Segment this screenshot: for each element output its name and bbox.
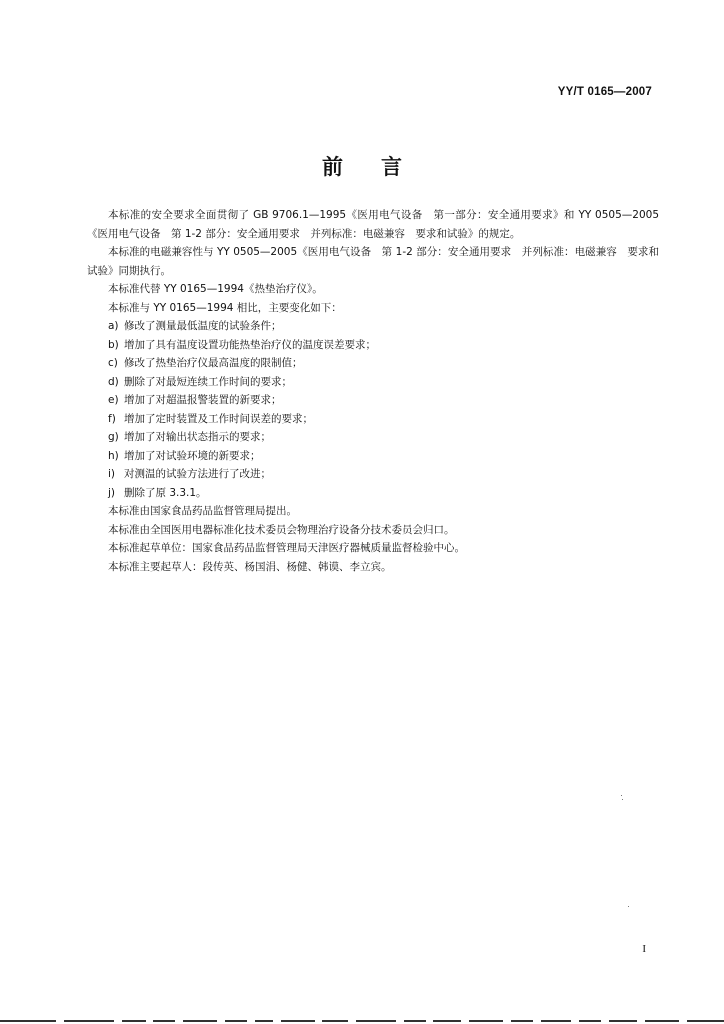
list-item — [87, 447, 659, 466]
rule-dash — [64, 1020, 114, 1022]
document-code: YY/T 0165—2007 — [557, 86, 652, 98]
rule-dash — [0, 1020, 56, 1022]
rule-dash — [404, 1020, 426, 1022]
list-item-text: 删除了原 3.3.1。 — [124, 486, 207, 499]
page-number: I — [642, 943, 646, 955]
rule-dash — [511, 1020, 533, 1022]
list-marker: a) — [108, 320, 119, 332]
paragraph: 本标准由全国医用电器标准化技术委员会物理治疗设备分技术委员会归口。 — [108, 523, 455, 536]
bottom-rule — [0, 1020, 724, 1022]
rule-dash — [225, 1020, 247, 1022]
paragraph: 本标准主要起草人：段传英、杨国涓、杨健、韩谟、李立宾。 — [108, 560, 392, 573]
foreword-body — [87, 206, 659, 576]
list-marker: j) — [108, 486, 116, 499]
paragraph: 本标准的电磁兼容性与 YY 0505—2005《医用电气设备 第 1-2 部分：安全通用要求 并列标准：电磁兼容 要求和试验》同期执行。 — [87, 246, 659, 277]
paragraph: 本标准与 YY 0165—1994 相比，主要变化如下： — [108, 301, 342, 314]
list-item-text: 删除了对最短连续工作时间的要求； — [124, 375, 292, 388]
list-item-text: 修改了热垫治疗仪最高温度的限制值； — [124, 357, 303, 369]
paragraph: 本标准代替 YY 0165—1994《热垫治疗仪》。 — [108, 283, 323, 295]
paragraph: 本标准由国家食品药品监督管理局提出。 — [108, 505, 297, 517]
rule-dash — [687, 1020, 724, 1022]
list-item — [87, 373, 659, 392]
list-marker: b) — [108, 338, 119, 351]
list-marker: e) — [108, 394, 119, 406]
list-item-text: 增加了定时装置及工作时间误差的要求； — [124, 412, 313, 425]
list-item-text: 增加了具有温度设置功能热垫治疗仪的温度误差要求； — [124, 338, 376, 351]
rule-dash — [322, 1020, 348, 1022]
scan-speck — [628, 906, 629, 907]
rule-dash — [183, 1020, 217, 1022]
rule-dash — [541, 1020, 571, 1022]
rule-dash — [579, 1020, 601, 1022]
rule-dash — [433, 1020, 461, 1022]
scan-speck — [622, 799, 623, 800]
paragraph: 本标准的安全要求全面贯彻了 GB 9706.1—1995《医用电气设备 第一部分：安全通用要求》和 YY 0505—2005《医用电气设备 第 1-2 部分：安全通用要求 并列标准：电磁兼容 要求和试验》的规定。 — [87, 209, 659, 240]
list-item — [87, 354, 659, 373]
list-item — [87, 317, 659, 336]
paragraph: 本标准起草单位：国家食品药品监督管理局天津医疗器械质量监督检验中心。 — [108, 542, 465, 554]
list-item — [87, 484, 659, 503]
list-item — [87, 336, 659, 355]
list-item-text: 修改了测量最低温度的试验条件； — [124, 320, 282, 332]
list-marker: c) — [108, 357, 118, 369]
rule-dash — [645, 1020, 679, 1022]
rule-dash — [255, 1020, 273, 1022]
list-marker: i) — [108, 468, 116, 480]
list-marker: h) — [108, 449, 119, 462]
rule-dash — [609, 1020, 637, 1022]
rule-dash — [281, 1020, 315, 1022]
page-title: 前言 — [322, 155, 440, 179]
rule-dash — [356, 1020, 396, 1022]
list-marker: d) — [108, 375, 119, 388]
list-item — [87, 465, 659, 484]
rule-dash — [122, 1020, 146, 1022]
rule-dash — [153, 1020, 175, 1022]
list-marker: f) — [108, 412, 116, 425]
list-item-text: 增加了对超温报警装置的新要求； — [124, 394, 282, 406]
list-item — [87, 391, 659, 410]
list-item — [87, 428, 659, 447]
list-item-text: 增加了对输出状态指示的要求； — [124, 431, 271, 443]
list-item-text: 增加了对试验环境的新要求； — [124, 449, 261, 462]
scan-speck — [621, 795, 622, 796]
list-marker: g) — [108, 431, 119, 443]
changes-list — [87, 317, 659, 502]
list-item-text: 对测温的试验方法进行了改进； — [124, 468, 271, 480]
list-item — [87, 410, 659, 429]
rule-dash — [469, 1020, 503, 1022]
